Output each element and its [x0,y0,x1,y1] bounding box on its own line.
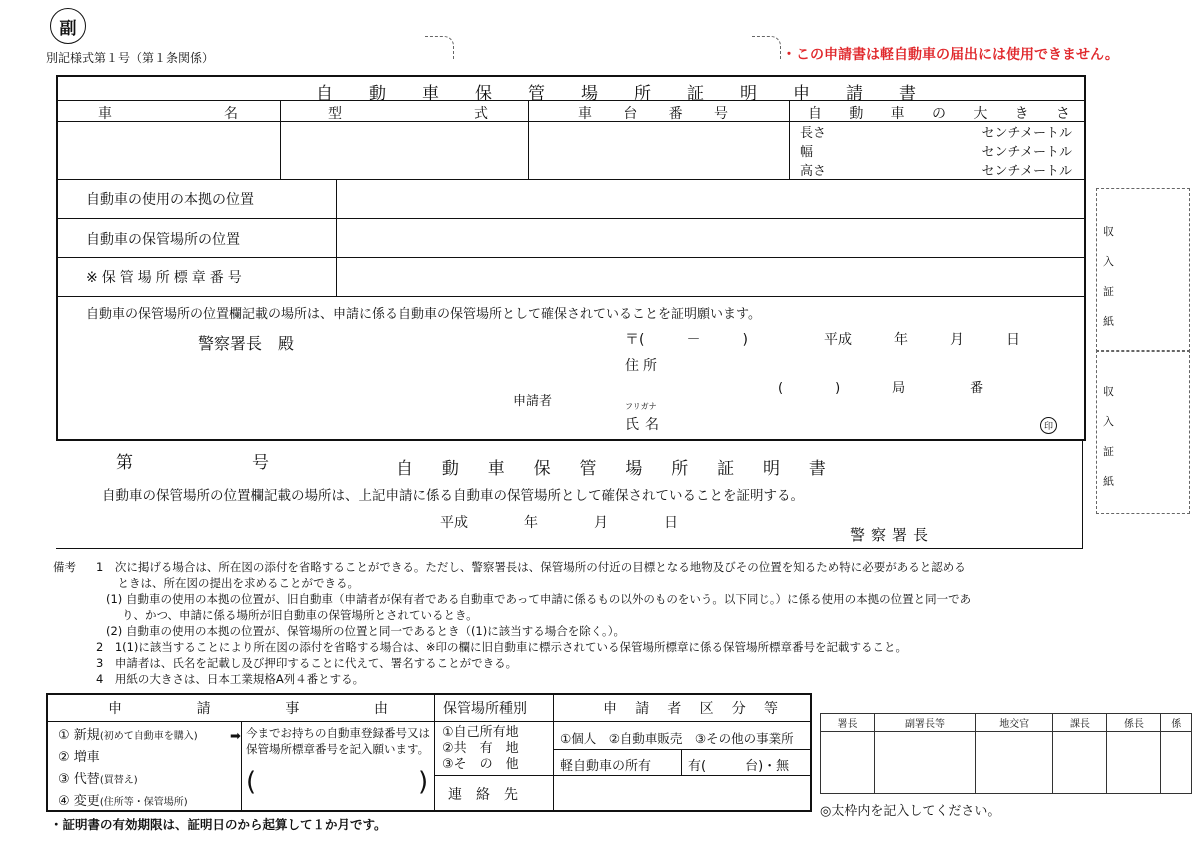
seal-mark: 印 [1040,417,1057,434]
reason-option-add[interactable]: ② 増車 [58,750,100,765]
certificate-issuer: 警察署長 [850,526,935,544]
storage-type-header: 保管場所種別 [443,701,527,717]
revenue-stamp-box-2 [1096,350,1190,514]
registration-instruction: 今までお持ちの自動車登録番号又は保管場所標章番号を記入願います。 [246,726,430,756]
application-reason-header [108,698,388,718]
note-line: (2) 自動車の使用の本拠の位置が、保管場所の位置と同一であるとき（(1)に該当する場合を除く。）。 [106,624,625,638]
application-reason-options [58,725,198,813]
approval-cell[interactable] [1161,732,1192,794]
punch-mark [425,36,454,59]
title-char: 場 [625,459,643,479]
storage-option-shared[interactable]: ②共 有 地 [442,741,519,756]
header-char: 車 [578,106,592,122]
application-title [316,79,916,104]
header-char: 名 [224,106,238,122]
header-char: 申 [603,701,617,717]
note-line: 1 次に掲げる場合は、所在図の添付を省略することができる。ただし、警察署長は、保管場所の付近の目標となる地物及びその位置を知るため特に必要があると認める [96,560,966,574]
reason-option-replace[interactable]: ③ 代替(買替え) [58,772,138,787]
title-char: 自 [396,459,413,479]
revenue-stamp-box-1 [1096,188,1190,352]
storage-type-options [442,725,519,773]
stamp-char: 紙 [1103,315,1114,328]
name-label: 氏名 [625,417,665,433]
approval-table [820,713,1192,794]
title-char: 動 [369,84,386,104]
title-char: 保 [533,459,551,479]
header-char: 由 [373,701,388,717]
title-char: 明 [763,459,780,479]
header-char: 分 [731,701,746,717]
stamp-char: 収 [1103,385,1114,398]
header-char: 動 [849,106,864,122]
title-char: 場 [581,84,598,104]
postal-code-field[interactable]: 〒( － ) [625,332,748,348]
approval-cell[interactable] [875,732,976,794]
approval-col: 署長 [821,714,875,732]
title-char: 車 [422,84,439,104]
vehicle-size-fields [800,122,1072,179]
applicant-type-options[interactable]: ①個人 ②自動車販売 ③その他の事業所 [560,731,794,746]
stamp-char: 証 [1103,445,1114,458]
title-char: 書 [808,459,826,479]
validity-note: ・証明書の有効期限は、証明日のから起算して１か月です。 [50,817,387,832]
header-char: 車 [98,106,112,122]
paren-open: ( [246,767,257,797]
title-char: 証 [717,459,735,479]
registration-number-input[interactable] [258,769,418,797]
header-char: 区 [699,701,714,717]
header-char: 型 [328,106,342,122]
kei-car-label: 軽自動車の所有 [560,759,652,774]
storage-option-other[interactable]: ③そ の 他 [442,757,519,772]
paren-close: ) [418,767,429,797]
applicant-label: 申請者 [513,394,553,409]
stamp-char: 入 [1103,255,1114,268]
address-label: 住所 [625,358,661,374]
title-char: 請 [846,84,863,104]
kei-car-field[interactable]: 有( 台)・無 [688,759,790,774]
title-char: 動 [441,459,459,479]
approval-col: 副署長等 [875,714,976,732]
header-char: 等 [763,701,778,717]
title-char: 所 [671,459,689,479]
header-char: 番 [668,106,683,122]
header-char: 自 [808,106,822,122]
header-char: 車 [890,106,905,122]
stamp-char: 紙 [1103,475,1114,488]
application-date[interactable]: 平成 年 月 日 [824,332,1020,348]
notes-label: 備考 [53,560,76,574]
phone-field[interactable]: ( ) 局 番 [778,381,984,396]
stamp-char: 証 [1103,285,1114,298]
certificate-date: 平成 年 月 日 [440,515,678,531]
title-char: 車 [487,459,505,479]
approval-col: 課長 [1053,714,1107,732]
contact-label: 連 絡 先 [448,787,518,803]
form-label: 別記様式第１号（第１条関係） [46,51,215,65]
notice-text: ・この申請書は軽自動車の届出には使用できません。 [782,47,1119,63]
title-char: 書 [899,84,916,104]
title-char: 保 [475,84,492,104]
approval-cell[interactable] [821,732,875,794]
header-chassis-number [578,103,728,123]
note-line: (1) 自動車の使用の本拠の位置が、旧自動車（申請者が保有者である自動車であって申請に係るもの以外のものをいう。以下同じ。）に係る使用の本拠の位置と同一であ [106,592,972,606]
applicant-type-header [603,698,778,718]
arrow-icon: ➡ [230,729,241,744]
approval-cell[interactable] [975,732,1052,794]
application-type-box [46,693,812,812]
certificate-title [396,454,826,479]
approval-cell[interactable] [1053,732,1107,794]
note-line: り、かつ、申請に係る場所が旧自動車の保管場所とされているとき。 [122,608,478,622]
title-char: 証 [687,84,704,104]
storage-option-own[interactable]: ①自己所有地 [442,725,519,740]
header-char: 請 [635,701,650,717]
furigana-label: フリガナ [625,402,657,411]
header-char: さ [1055,106,1070,122]
certificate-box [56,440,1083,549]
header-char: 号 [713,106,728,122]
label-storage-location: 自動車の保管場所の位置 [86,232,240,248]
approval-cell[interactable] [1107,732,1161,794]
header-vehicle-size [808,103,1070,123]
note-line: 4 用紙の大きさは、日本工業規格A列４番とする。 [96,672,365,686]
header-char: 式 [474,106,488,122]
header-char: 請 [196,701,211,717]
fill-note: ◎太枠内を記入してください。 [820,804,1001,819]
note-line: 3 申請者は、氏名を記載し及び押印することに代えて、署名することができる。 [96,656,518,670]
header-char: 申 [108,701,122,717]
certificate-number[interactable]: 第 号 [116,453,269,473]
input-sign-number[interactable] [338,258,1082,296]
punch-mark [752,36,781,59]
certificate-text: 自動車の保管場所の位置欄記載の場所は、上記申請に係る自動車の保管場所として確保されていることを証明する。 [102,488,804,504]
note-line: 2 1(1)に該当することにより所在図の添付を省略する場合は、※印の欄に旧自動車に標示されている保管場所標章に係る保管場所標章番号を記載すること。 [96,640,908,654]
input-storage-location[interactable] [338,219,1082,257]
approval-col: 地交官 [975,714,1052,732]
title-char: 明 [740,84,757,104]
title-char: 所 [634,84,651,104]
header-model [328,103,488,123]
approval-col: 係 [1161,714,1192,732]
request-text: 自動車の保管場所の位置欄記載の場所は、申請に係る自動車の保管場所として確保されていることを証明願います。 [86,307,761,322]
header-char: の [931,106,946,122]
size-width-row[interactable]: 幅 センチメートル [800,145,1072,160]
header-char: き [1014,106,1029,122]
reason-option-new[interactable]: ① 新規(初めて自動車を購入) [58,728,198,743]
addressee: 警察署長 殿 [198,334,295,353]
header-char: 者 [667,701,682,717]
header-char: 台 [623,106,638,122]
header-char: 大 [973,106,988,122]
approval-col: 係長 [1107,714,1161,732]
title-char: 申 [793,84,810,104]
copy-mark: 副 [50,8,86,44]
title-char: 自 [316,84,333,104]
label-use-location: 自動車の使用の本拠の位置 [86,192,254,208]
note-line: ときは、所在図の提出を求めることができる。 [106,576,359,590]
header-char: 事 [285,701,300,717]
contact-input[interactable] [555,777,807,807]
title-char: 管 [579,459,597,479]
input-use-location[interactable] [338,180,1082,218]
reason-option-change[interactable]: ④ 変更(住所等・保管場所) [58,794,188,809]
size-length-row[interactable]: 長さ センチメートル [800,126,1072,141]
application-box [56,75,1086,441]
stamp-char: 収 [1103,225,1114,238]
stamp-char: 入 [1103,415,1114,428]
size-height-row[interactable]: 高さ センチメートル [800,164,1072,179]
title-char: 管 [528,84,545,104]
header-car-name [98,103,238,123]
label-sign-number: ※保管場所標章番号 [86,270,246,286]
